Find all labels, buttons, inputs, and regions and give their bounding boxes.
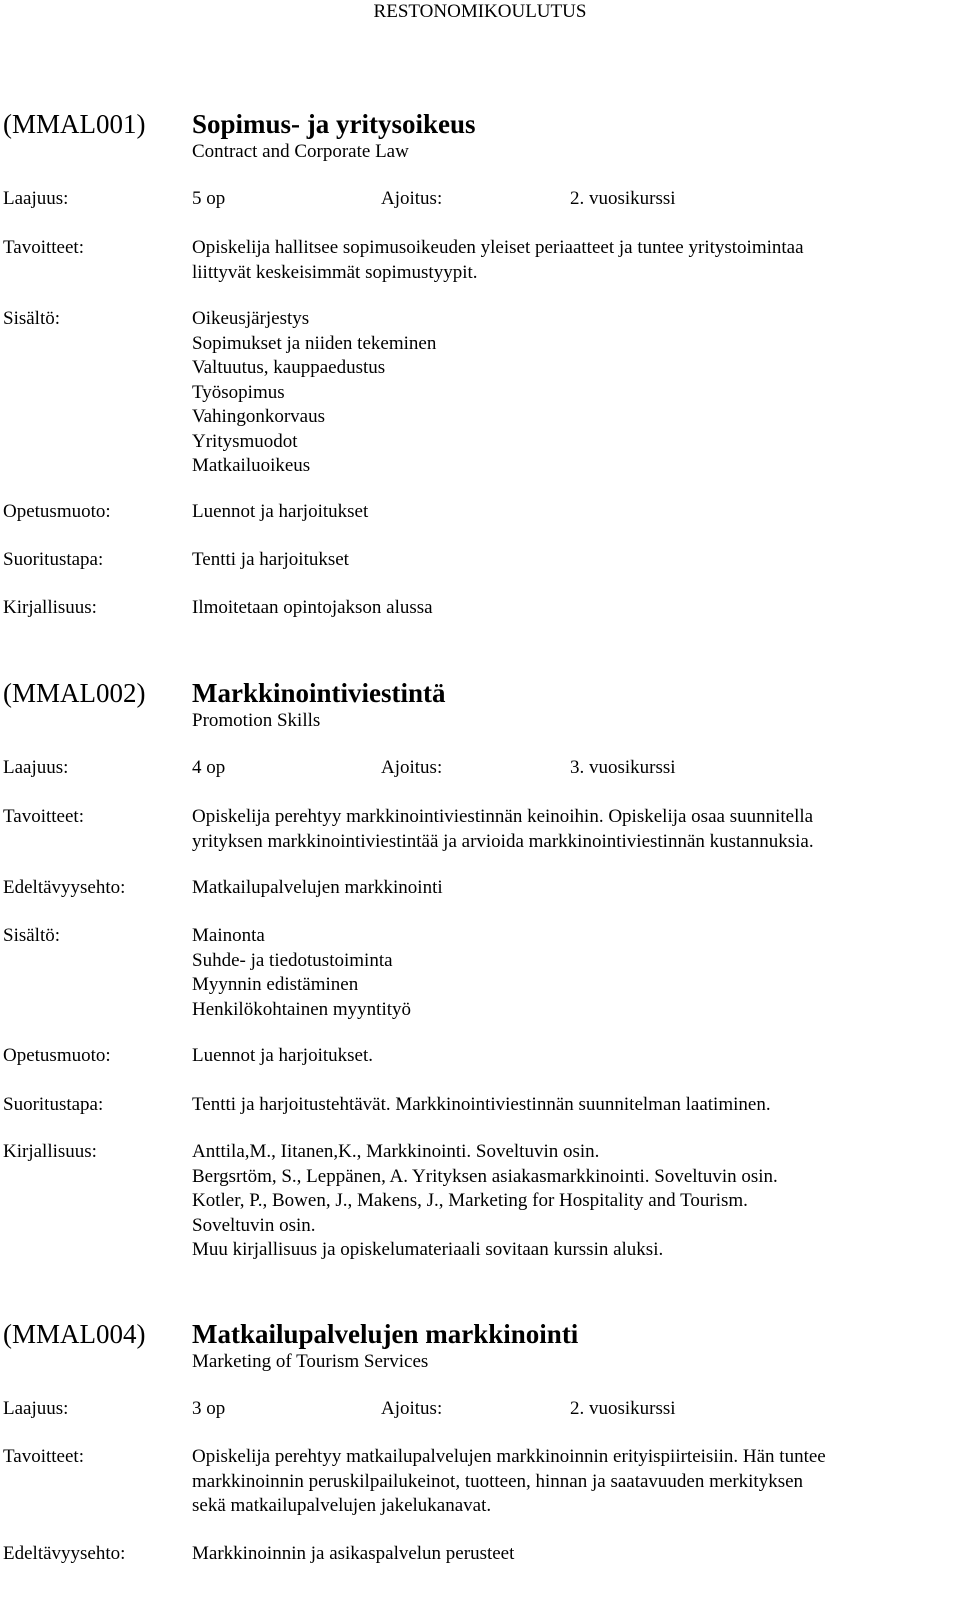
tavoitteet-label: Tavoitteet: bbox=[3, 806, 84, 827]
edeltavyysehto-value: Matkailupalvelujen markkinointi bbox=[192, 877, 443, 898]
text-line: Opiskelija perehtyy matkailupalvelujen markkinoinnin erityispiirteisiin. Hän tuntee bbox=[192, 1446, 826, 1467]
list-item: Mainonta bbox=[192, 925, 265, 946]
list-item: Sopimukset ja niiden tekeminen bbox=[192, 332, 437, 354]
text-line: Ilmoitetaan opintojakson alussa bbox=[192, 597, 433, 618]
course-title: Markkinointiviestintä bbox=[192, 678, 446, 708]
course-title: Sopimus- ja yritysoikeus bbox=[192, 109, 476, 139]
suoritustapa-label: Suoritustapa: bbox=[3, 1094, 104, 1115]
list-item: Muu kirjallisuus ja opiskelumateriaali sovitaan kurssin aluksi. bbox=[192, 1239, 664, 1260]
edeltavyysehto-label: Edeltävyysehto: bbox=[3, 1543, 126, 1564]
laajuus-label: Laajuus: bbox=[3, 757, 69, 778]
laajuus-value: 5 op bbox=[192, 188, 226, 209]
text-line: Opiskelija hallitsee sopimusoikeuden yleiset periaatteet ja tuntee yritystoimintaa bbox=[192, 237, 804, 258]
text-line: markkinoinnin peruskilpailukeinot, tuotteen, hinnan ja saatavuuden merkityksen bbox=[192, 1470, 804, 1492]
opetusmuoto-label: Opetusmuoto: bbox=[3, 501, 111, 522]
course-title: Matkailupalvelujen markkinointi bbox=[192, 1319, 579, 1349]
tavoitteet-value bbox=[192, 805, 952, 854]
list-item: Yritysmuodot bbox=[192, 430, 298, 452]
text-line: liittyvät keskeisimmät sopimustyypit. bbox=[192, 261, 478, 283]
ajoitus-value: 2. vuosikurssi bbox=[570, 188, 676, 209]
opetusmuoto-value: Luennot ja harjoitukset. bbox=[192, 1045, 373, 1066]
list-item: Bergsrtöm, S., Leppänen, A. Yrityksen asiakasmarkkinointi. Soveltuvin osin. bbox=[192, 1165, 778, 1187]
list-item: Soveltuvin osin. bbox=[192, 1214, 316, 1236]
course-code: (MMAL001) bbox=[3, 109, 146, 139]
kirjallisuus-label: Kirjallisuus: bbox=[3, 1141, 97, 1162]
ajoitus-label: Ajoitus: bbox=[381, 188, 443, 209]
sisalto-label: Sisältö: bbox=[3, 308, 61, 329]
list-item: Vahingonkorvaus bbox=[192, 406, 325, 427]
kirjallisuus-value bbox=[192, 596, 952, 621]
tavoitteet-label: Tavoitteet: bbox=[3, 1446, 84, 1467]
suoritustapa-value: Tentti ja harjoitukset bbox=[192, 549, 349, 570]
course-code: (MMAL002) bbox=[3, 678, 146, 708]
opetusmuoto-value: Luennot ja harjoitukset bbox=[192, 501, 369, 522]
list-item: Henkilökohtainen myyntityö bbox=[192, 998, 412, 1020]
opetusmuoto-label: Opetusmuoto: bbox=[3, 1045, 111, 1066]
laajuus-label: Laajuus: bbox=[3, 1398, 69, 1419]
laajuus-label: Laajuus: bbox=[3, 188, 69, 209]
list-item: Työsopimus bbox=[192, 381, 285, 403]
list-item: Valtuutus, kauppaedustus bbox=[192, 357, 386, 378]
edeltavyysehto-label: Edeltävyysehto: bbox=[3, 877, 126, 898]
laajuus-value: 4 op bbox=[192, 757, 226, 778]
course-subtitle: Contract and Corporate Law bbox=[192, 141, 409, 162]
text-line: sekä matkailupalvelujen jakelukanavat. bbox=[192, 1495, 492, 1516]
ajoitus-label: Ajoitus: bbox=[381, 757, 443, 778]
tavoitteet-value bbox=[192, 1445, 952, 1519]
text-line: Opiskelija perehtyy markkinointiviestinnän keinoihin. Opiskelija osaa suunnitella bbox=[192, 806, 814, 827]
list-item: Myynnin edistäminen bbox=[192, 974, 359, 995]
ajoitus-value: 3. vuosikurssi bbox=[570, 757, 676, 778]
ajoitus-value: 2. vuosikurssi bbox=[570, 1398, 676, 1419]
suoritustapa-value: Tentti ja harjoitustehtävät. Markkinointiviestinnän suunnitelman laatiminen. bbox=[192, 1094, 771, 1115]
list-item: Suhde- ja tiedotustoiminta bbox=[192, 949, 393, 971]
ajoitus-label: Ajoitus: bbox=[381, 1398, 443, 1419]
list-item: Oikeusjärjestys bbox=[192, 308, 310, 329]
list-item: Anttila,M., Iitanen,K., Markkinointi. Soveltuvin osin. bbox=[192, 1141, 600, 1162]
sisalto-list bbox=[192, 307, 952, 479]
sisalto-label: Sisältö: bbox=[3, 925, 61, 946]
sisalto-list bbox=[192, 924, 952, 1022]
tavoitteet-value bbox=[192, 236, 952, 285]
page-header: RESTONOMIKOULUTUS bbox=[373, 1, 587, 22]
course-subtitle: Promotion Skills bbox=[192, 710, 321, 731]
list-item: Matkailuoikeus bbox=[192, 455, 311, 476]
course-subtitle: Marketing of Tourism Services bbox=[192, 1351, 429, 1372]
edeltavyysehto-value: Markkinoinnin ja asikaspalvelun perusteet bbox=[192, 1543, 515, 1564]
course-code: (MMAL004) bbox=[3, 1319, 146, 1349]
laajuus-value: 3 op bbox=[192, 1398, 226, 1419]
tavoitteet-label: Tavoitteet: bbox=[3, 237, 84, 258]
kirjallisuus-label: Kirjallisuus: bbox=[3, 597, 97, 618]
suoritustapa-label: Suoritustapa: bbox=[3, 549, 104, 570]
kirjallisuus-list bbox=[192, 1140, 952, 1263]
list-item: Kotler, P., Bowen, J., Makens, J., Marketing for Hospitality and Tourism. bbox=[192, 1190, 748, 1211]
text-line: yrityksen markkinointiviestintää ja arvioida markkinointiviestinnän kustannuksia. bbox=[192, 830, 814, 852]
